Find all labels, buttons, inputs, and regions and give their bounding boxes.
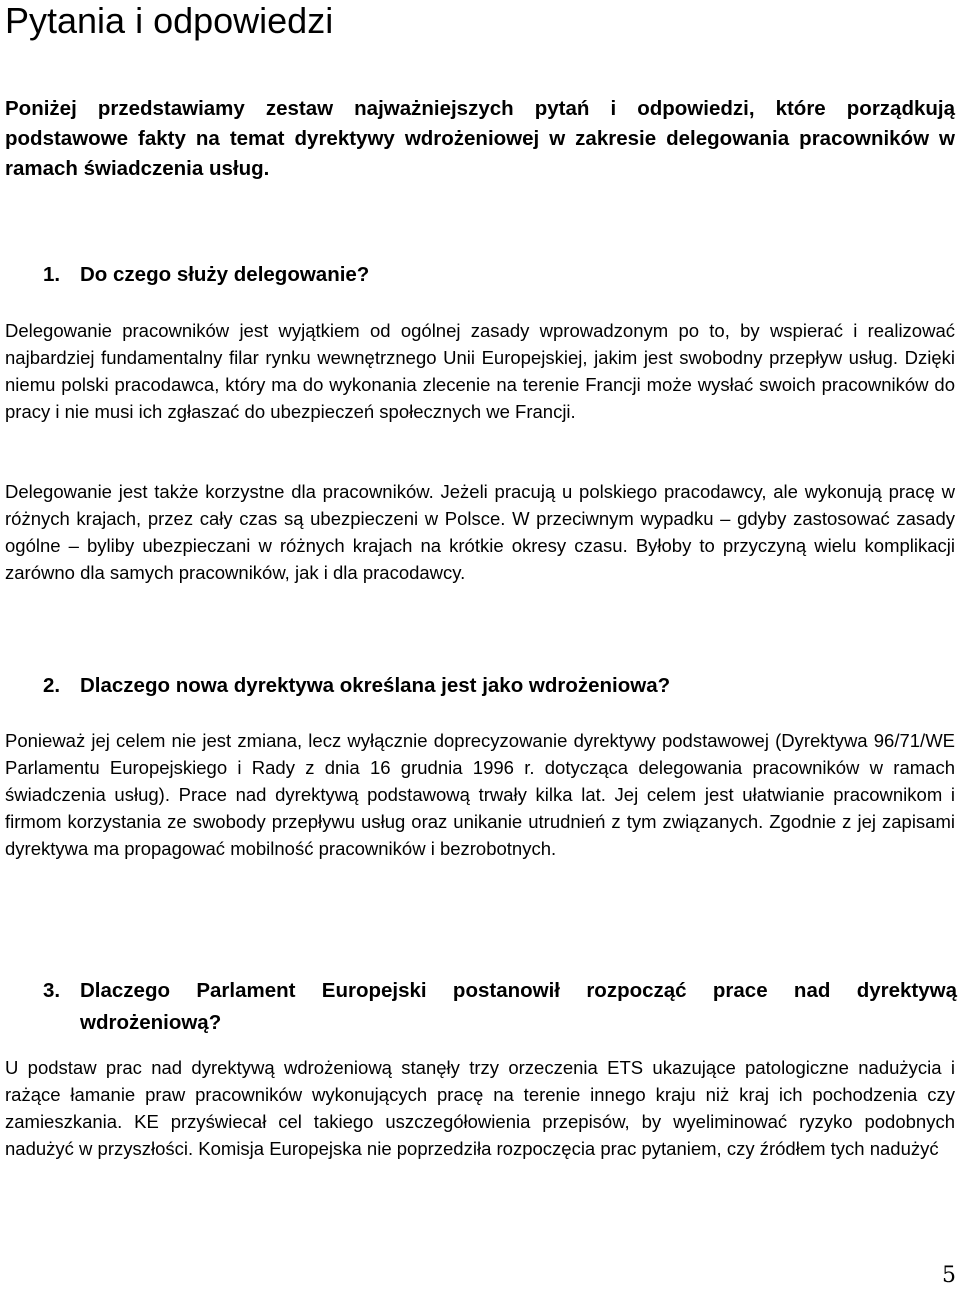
answer-paragraph: Ponieważ jej celem nie jest zmiana, lecz wyłącznie doprecyzowanie dyrektywy podstawowej (Dyrektywa 96/71/WE Parlamentu Europejskiego i Rady z dnia 16 grudnia 1996 r. dotycząca delegowania pracowników w ramach świadczenia usług). Prace nad dyrektywą podstawową trwały kilka lat. Jej celem jest ułatwianie pracownikom i firmom korzystania ze swobody przepływu usług oraz unikanie utrudnień z tym związanych. Zgodnie z jej zapisami dyrektywa ma propagować mobilność pracowników i bezrobotnych. <box>5 730 955 859</box>
question-number: 2. <box>43 674 61 697</box>
answer-paragraph: Delegowanie pracowników jest wyjątkiem od ogólnej zasady wprowadzonym po to, by wspierać i realizować najbardziej fundamentalny filar rynku wewnętrznego Unii Europejskiej, jakim jest swobodny przepływ usług. Dzięki niemu polski pracodawca, który ma do wykonania zlecenie na terenie Francji może wysłać swoich pracowników do pracy i nie musi ich zgłaszać do ubezpieczeń społecznych we Francji. <box>5 320 955 422</box>
answer-paragraph: Delegowanie jest także korzystne dla pracowników. Jeżeli pracują u polskiego pracodawcy, ale wykonują pracę w różnych krajach, przez cały czas są ubezpieczeni w Polsce. W przeciwnym wypadku – gdyby zastosować zasady ogólne – byliby ubezpieczani w różnych krajach na krótkie okresy czasu. Byłoby to przyczyną wielu komplikacji zarówno dla samych pracowników, jak i dla pracodawcy. <box>5 481 955 583</box>
question-text: Do czego służy delegowanie? <box>80 263 370 286</box>
question-text: Dlaczego Parlament Europejski postanowił rozpocząć prace nad dyrektywą wdrożeniową? <box>80 979 957 1034</box>
question-number: 1. <box>43 263 61 286</box>
question-heading-1 <box>43 259 543 291</box>
question-heading-3 <box>43 975 957 1039</box>
question-heading-2 <box>43 670 803 702</box>
question-text: Dlaczego nowa dyrektywa określana jest jako wdrożeniowa? <box>80 674 671 697</box>
page-number: 5 <box>942 1263 956 1288</box>
answer-paragraph: U podstaw prac nad dyrektywą wdrożeniową stanęły trzy orzeczenia ETS ukazujące patologiczne nadużycia i rażące łamanie praw pracowników wykonujących pracę na terenie innego kraju niż kraj ich pochodzenia czy zamieszkania. KE przyświecał cel takiego uszczegółowienia przepisów, by wyeliminować ryzyko podobnych nadużyć w przyszłości. Komisja Europejska nie poprzedziła rozpoczęcia prac pytaniem, czy źródłem tych nadużyć <box>5 1057 955 1159</box>
question-number: 3. <box>43 979 61 1002</box>
page-title: Pytania i odpowiedzi <box>5 0 334 41</box>
intro-paragraph: Poniżej przedstawiamy zestaw najważniejszych pytań i odpowiedzi, które porządkują podstawowe fakty na temat dyrektywy wdrożeniowej w zakresie delegowania pracowników w ramach świadczenia usług. <box>5 97 955 180</box>
